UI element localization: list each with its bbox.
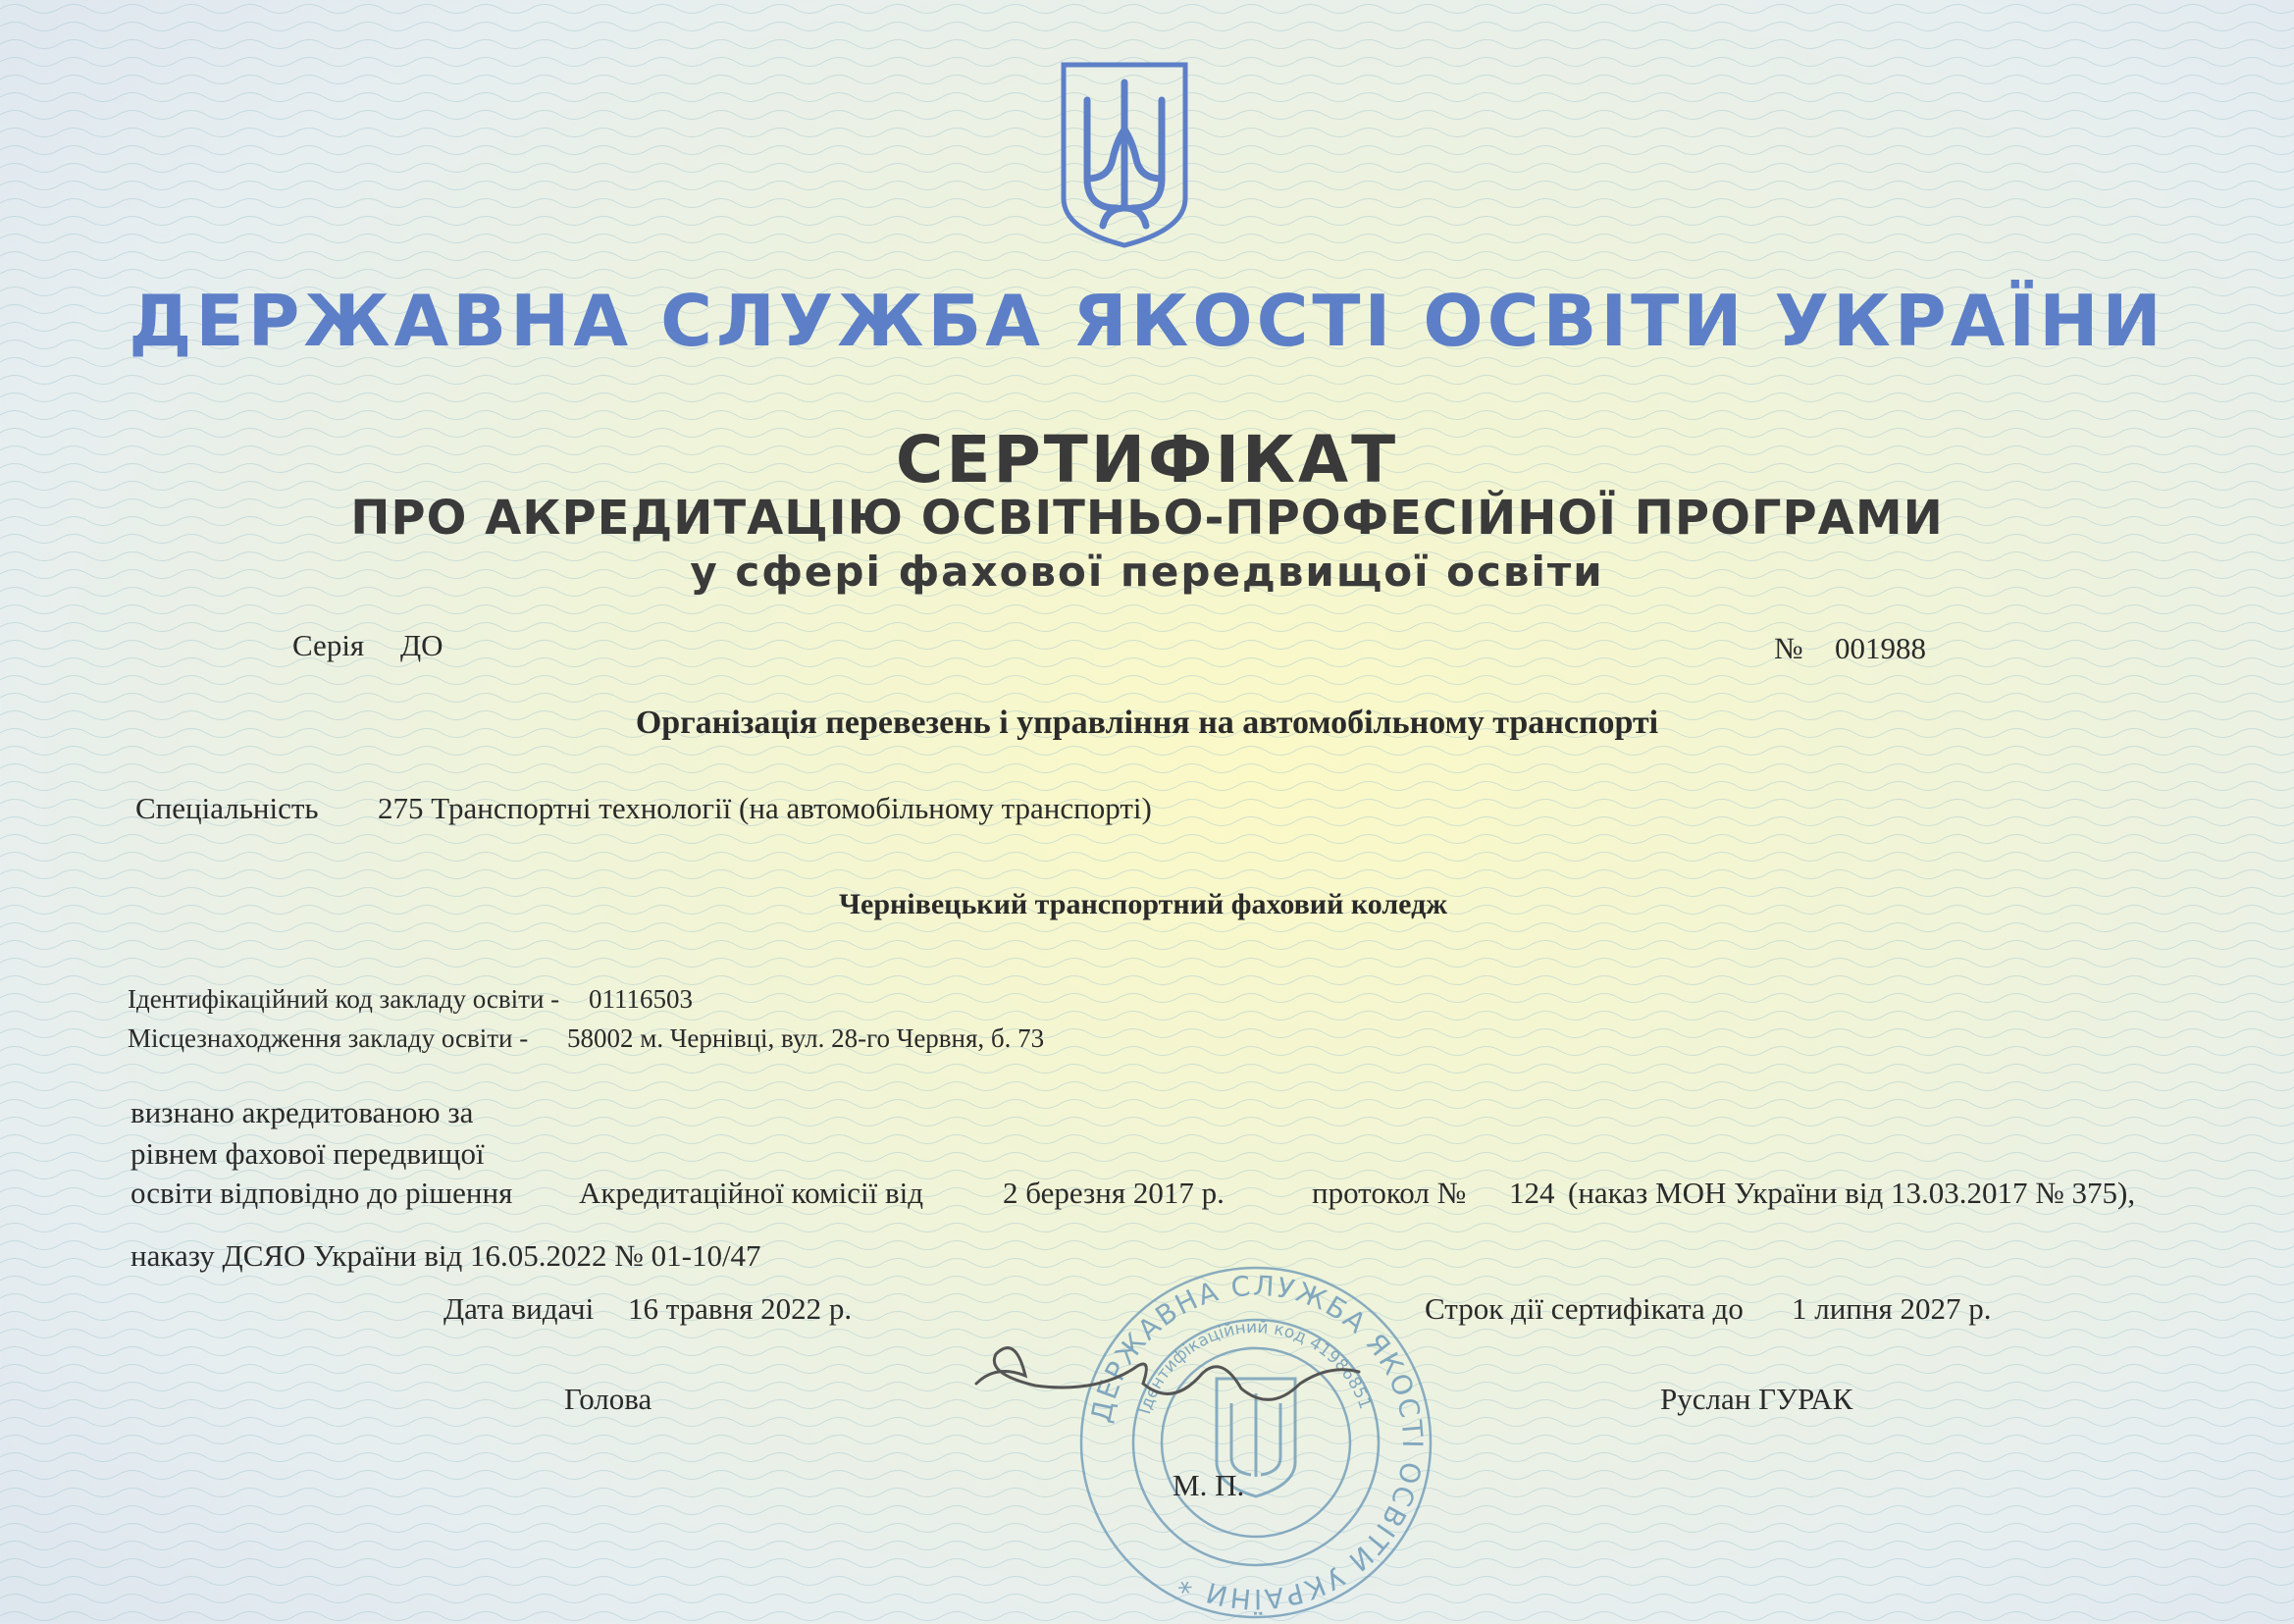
validity-label: Строк дії сертифіката до bbox=[1425, 1291, 1744, 1326]
number-value: 001988 bbox=[1835, 631, 1926, 665]
issue-date-value: 16 травня 2022 р. bbox=[628, 1291, 853, 1326]
id-code-label: Ідентифікаційний код закладу освіти - bbox=[128, 984, 560, 1014]
series-label: Серія bbox=[292, 628, 365, 662]
trident-emblem-icon bbox=[1058, 61, 1191, 249]
certificate-title: СЕРТИФІКАТ bbox=[895, 422, 1399, 498]
dsyao-order: наказу ДСЯО України від 16.05.2022 № 01-10/47 bbox=[130, 1238, 761, 1273]
svg-text:ДЕРЖАВНА СЛУЖБА ЯКОСТІ ОСВІТИ: ДЕРЖАВНА СЛУЖБА ЯКОСТІ ОСВІТИ УКРАЇНИ * bbox=[1084, 1269, 1430, 1616]
svg-text:Ідентифікаційний код 41986851: Ідентифікаційний код 41986851 bbox=[1135, 1317, 1376, 1417]
series-value: ДО bbox=[400, 628, 443, 662]
certificate-sphere: у сфері фахової передвищої освіти bbox=[690, 548, 1604, 596]
accreditation-line-2: рівнем фахової передвищої bbox=[130, 1136, 485, 1171]
protocol-label: протокол № bbox=[1312, 1176, 1467, 1210]
certificate-subtitle: ПРО АКРЕДИТАЦІЮ ОСВІТНЬО-ПРОФЕСІЙНОЇ ПРОГРАМИ bbox=[350, 491, 1944, 546]
stamp-place-label: М. П. bbox=[1173, 1468, 1245, 1502]
accreditation-line-1: визнано акредитованою за bbox=[130, 1095, 474, 1129]
location-label: Місцезнаходження закладу освіти - bbox=[128, 1023, 529, 1053]
accreditation-commission: Акредитаційної комісії від bbox=[579, 1176, 923, 1210]
handwritten-signature-icon bbox=[957, 1315, 1369, 1423]
location-value: 58002 м. Чернівці, вул. 28-го Червня, б. 73 bbox=[567, 1023, 1045, 1053]
validity-value: 1 липня 2027 р. bbox=[1792, 1291, 1992, 1326]
specialty-value: 275 Транспортні технології (на автомобільному транспорті) bbox=[378, 791, 1152, 825]
head-name: Руслан ГУРАК bbox=[1660, 1382, 1853, 1416]
head-label: Голова bbox=[564, 1382, 652, 1416]
institution-name: Чернівецький транспортний фаховий коледж bbox=[839, 888, 1448, 920]
mon-order: (наказ МОН України від 13.03.2017 № 375), bbox=[1568, 1176, 2136, 1210]
number-label: № bbox=[1774, 631, 1803, 665]
id-code-value: 01116503 bbox=[589, 984, 693, 1014]
organization-name: ДЕРЖАВНА СЛУЖБА ЯКОСТІ ОСВІТИ УКРАЇНИ bbox=[129, 280, 2165, 362]
issue-date-label: Дата видачі bbox=[443, 1291, 595, 1326]
accreditation-commission-date: 2 березня 2017 р. bbox=[1003, 1176, 1225, 1210]
program-name: Організація перевезень і управління на автомобільному транспорті bbox=[635, 705, 1659, 741]
accreditation-line-3: освіти відповідно до рішення bbox=[130, 1176, 513, 1210]
specialty-label: Спеціальність bbox=[135, 791, 319, 825]
protocol-value: 124 bbox=[1509, 1176, 1555, 1210]
